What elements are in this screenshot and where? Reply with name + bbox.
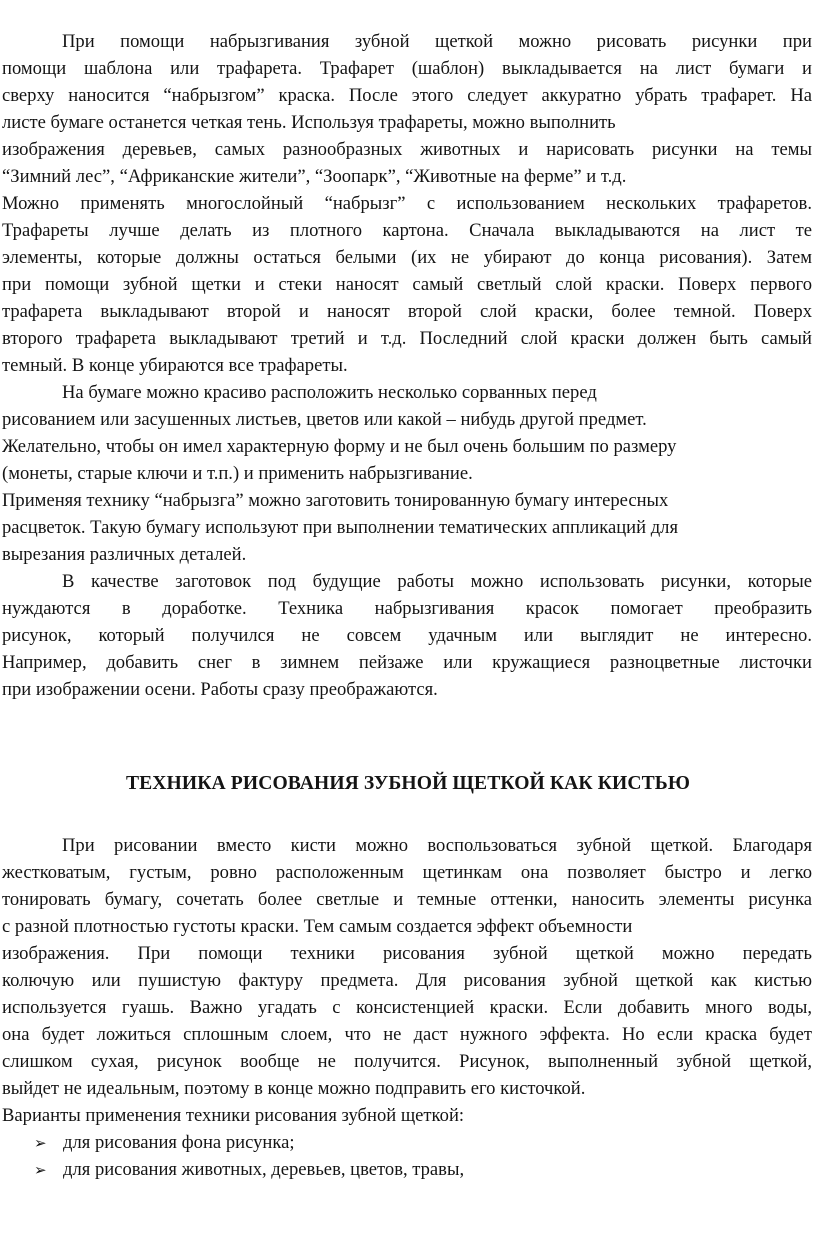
- paragraph-4-line: Применяя технику “набрызга” можно заготовить тонированную бумагу интересных: [2, 490, 669, 511]
- paragraph-5-line: В качестве заготовок под будущие работы можно использовать рисунки, которые: [62, 571, 812, 592]
- list-item: для рисования животных, деревьев, цветов, травы,: [63, 1159, 465, 1180]
- paragraph-1-line: При помощи набрызгивания зубной щеткой можно рисовать рисунки при: [62, 31, 812, 52]
- paragraph-1-line: сверху наносится “набрызгом” краска. После этого следует аккуратно убрать трафарет. На: [2, 85, 812, 106]
- paragraph-2-line: второго трафарета выкладывают третий и т.д. Последний слой краски должен быть самый: [2, 328, 812, 349]
- paragraph-4-line: вырезания различных деталей.: [2, 544, 247, 565]
- paragraph-6-line: используется гуашь. Важно угадать с консистенцией краски. Если добавить много воды,: [2, 997, 812, 1018]
- paragraph-2-line: трафарета выкладывают второй и наносят второй слой краски, более темной. Поверх: [2, 301, 812, 322]
- paragraph-1-line: листе бумаге останется четкая тень. Используя трафареты, можно выполнить: [2, 112, 616, 133]
- paragraph-2-line: при помощи зубной щетки и стеки наносят самый светлый слой краски. Поверх первого: [2, 274, 812, 295]
- paragraph-2-line: Трафареты лучше делать из плотного картона. Сначала выкладываются на лист те: [2, 220, 812, 241]
- paragraph-2-line: Можно применять многослойный “набрызг” с использованием нескольких трафаретов.: [2, 193, 812, 214]
- paragraph-6-line: она будет ложиться сплошным слоем, что не даст нужного эффекта. Но если краска будет: [2, 1024, 812, 1045]
- paragraph-3-line: рисованием или засушенных листьев, цветов или какой – нибудь другой предмет.: [2, 409, 647, 430]
- paragraph-5-line: нуждаются в доработке. Техника набрызгивания красок помогает преобразить: [2, 598, 812, 619]
- paragraph-1-line: помощи шаблона или трафарета. Трафарет (шаблон) выкладывается на лист бумаги и: [2, 58, 812, 79]
- paragraph-6-line: жестковатым, густым, ровно расположенным щетинкам она позволяет быстро и легко: [2, 862, 812, 883]
- paragraph-4-line: расцветок. Такую бумагу используют при выполнении тематических аппликаций для: [2, 517, 678, 538]
- paragraph-6-line: выйдет не идеальным, поэтому в конце можно подправить его кисточкой.: [2, 1078, 586, 1099]
- section-heading: ТЕХНИКА РИСОВАНИЯ ЗУБНОЙ ЩЕТКОЙ КАК КИСТЬЮ: [125, 773, 691, 794]
- paragraph-1-line: изображения деревьев, самых разнообразных животных и нарисовать рисунки на темы: [2, 139, 812, 160]
- arrow-bullet-icon: ➢: [34, 1163, 47, 1179]
- paragraph-1-line: “Зимний лес”, “Африканские жители”, “Зоопарк”, “Животные на ферме” и т.д.: [2, 166, 627, 187]
- paragraph-2-line: элементы, которые должны остаться белыми (их не убирают до конца рисования). Затем: [2, 247, 812, 268]
- paragraph-6-line: При рисовании вместо кисти можно воспользоваться зубной щеткой. Благодаря: [62, 835, 812, 856]
- paragraph-3-line: Желательно, чтобы он имел характерную форму и не был очень большим по размеру: [2, 436, 677, 457]
- paragraph-6-line: изображения. При помощи техники рисования зубной щеткой можно передать: [2, 943, 812, 964]
- paragraph-5-line: Например, добавить снег в зимнем пейзаже или кружащиеся разноцветные листочки: [2, 652, 812, 673]
- paragraph-6-line: тонировать бумагу, сочетать более светлые и темные оттенки, наносить элементы рисунка: [2, 889, 812, 910]
- paragraph-2-line: темный. В конце убираются все трафареты.: [2, 355, 348, 376]
- paragraph-3-line: На бумаге можно красиво расположить несколько сорванных перед: [62, 382, 597, 403]
- arrow-bullet-icon: ➢: [34, 1136, 47, 1152]
- paragraph-3-line: (монеты, старые ключи и т.п.) и применить набрызгивание.: [2, 463, 473, 484]
- variants-intro: Варианты применения техники рисования зубной щеткой:: [2, 1105, 465, 1126]
- list-item: для рисования фона рисунка;: [63, 1132, 295, 1153]
- paragraph-6-line: слишком сухая, рисунок вообще не получится. Рисунок, выполненный зубной щеткой,: [2, 1051, 812, 1072]
- paragraph-6-line: с разной плотностью густоты краски. Тем самым создается эффект объемности: [2, 916, 633, 937]
- paragraph-5-line: рисунок, который получился не совсем удачным или выглядит не интересно.: [2, 625, 812, 646]
- paragraph-5-line: при изображении осени. Работы сразу преображаются.: [2, 679, 438, 700]
- paragraph-6-line: колючую или пушистую фактуру предмета. Для рисования зубной щеткой как кистью: [2, 970, 812, 991]
